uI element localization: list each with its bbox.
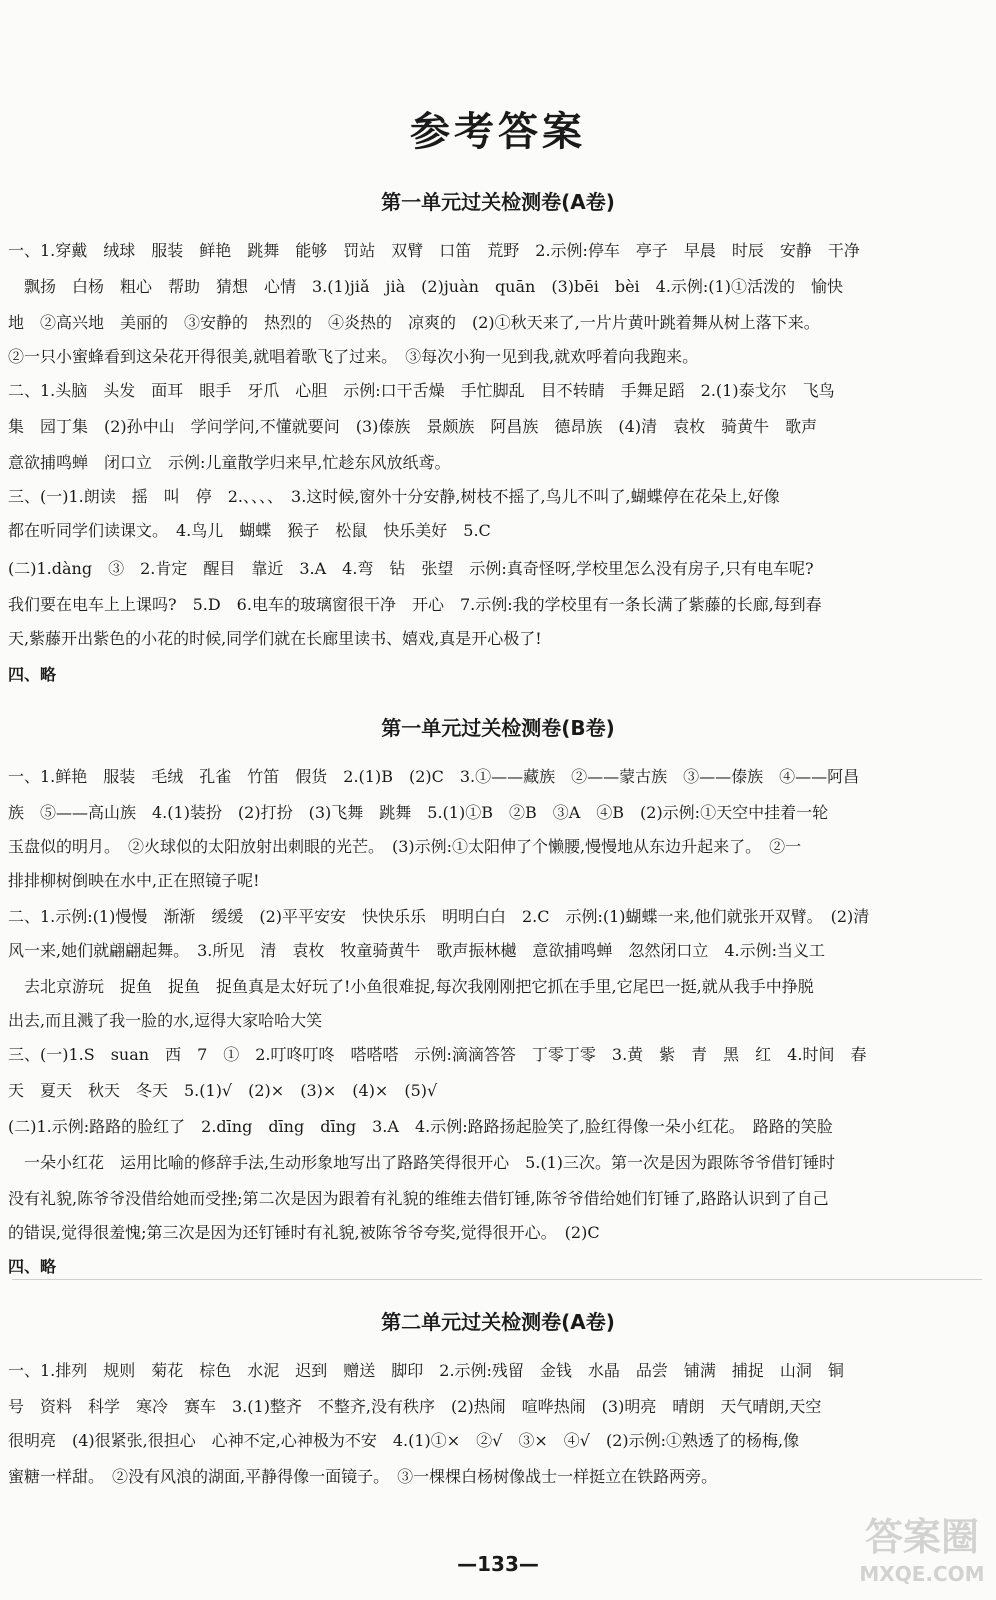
section-heading: 第一单元过关检测卷(B卷) [381,716,615,740]
answer-line: 意欲捕鸣蝉 闭口立 示例:儿童散学归来早,忙趁东风放纸鸢。 [8,453,451,472]
answer-line: 一朵小红花 运用比喻的修辞手法,生动形象地写出了路路笑得很开心 5.(1)三次。第一次是因为跟陈爷爷借钉锤时 [8,1153,836,1172]
answer-line: 四、略 [8,665,57,684]
answer-line: 没有礼貌,陈爷爷没借给她而受挫;第二次是因为跟着有礼貌的维维去借钉锤,陈爷爷借给她们钉锤了,路路认识到了自己 [8,1189,829,1208]
answer-line: 三、(一)1.S suan 西 7 ① 2.叮咚叮咚 嗒嗒嗒 示例:滴滴答答 丁零丁零 3.黄 紫 青 黑 红 4.时间 春 [8,1045,867,1064]
watermark-url: MXQE.COM [859,1562,985,1586]
answer-line: 一、1.鲜艳 服装 毛绒 孔雀 竹笛 假货 2.(1)B (2)C 3.①——藏族 ②——蒙古族 ③——傣族 ④——阿昌 [8,767,860,786]
answer-line: 四、略 [8,1257,57,1276]
answer-line: 一、1.穿戴 绒球 服装 鲜艳 跳舞 能够 罚站 双臂 口笛 荒野 2.示例:停车 亭子 早晨 时辰 安静 干净 [8,241,860,260]
answer-line: 天 夏天 秋天 冬天 5.(1)√ (2)× (3)× (4)× (5)√ [8,1081,438,1100]
watermark-logo [858,1500,986,1592]
answer-line: 的错误,觉得很羞愧;第三次是因为还钉锤时有礼貌,被陈爷爷夸奖,觉得很开心。 (2)C [8,1223,600,1242]
answer-line: 排排柳树倒映在水中,正在照镜子呢! [8,871,260,890]
answer-line: 二、1.示例:(1)慢慢 渐渐 缓缓 (2)平平安安 快快乐乐 明明白白 2.C 示例:(1)蝴蝶一来,他们就张开双臂。 (2)清 [8,907,870,926]
answer-line: 集 园丁集 (2)孙中山 学问学问,不懂就要问 (3)傣族 景颇族 阿昌族 德昂族 (4)清 袁枚 骑黄牛 歌声 [8,417,818,436]
page-title: 参考答案 [410,109,586,155]
answer-line: (二)1.示例:路路的脸红了 2.dīng dīng dīng 3.A 4.示例:路路扬起脸笑了,脸红得像一朵小红花。 路路的笑脸 [8,1117,833,1136]
answer-line: 风一来,她们就翩翩起舞。 3.所见 清 袁枚 牧童骑黄牛 歌声振林樾 意欲捕鸣蝉 忽然闭口立 4.示例:当义工 [8,941,826,960]
answer-line: 去北京游玩 捉鱼 捉鱼 捉鱼真是太好玩了!小鱼很难捉,每次我刚刚把它抓在手里,它尾巴一挺,就从我手中挣脱 [8,977,814,996]
divider [12,1279,982,1280]
section-heading: 第二单元过关检测卷(A卷) [381,1310,615,1334]
watermark-text: 答案圈 [864,1515,979,1559]
page-number: —133— [457,1552,539,1576]
answer-line: 一、1.排列 规则 菊花 棕色 水泥 迟到 赠送 脚印 2.示例:残留 金钱 水晶 品尝 铺满 捕捉 山洞 铜 [8,1361,844,1380]
answer-line: 地 ②高兴地 美丽的 ③安静的 热烈的 ④炎热的 凉爽的 (2)①秋天来了,一片片黄叶跳着舞从树上落下来。 [8,313,820,332]
answer-line: 我们要在电车上上课吗? 5.D 6.电车的玻璃窗很干净 开心 7.示例:我的学校里有一条长满了紫藤的长廊,每到春 [8,595,822,614]
answer-line: 族 ⑤——高山族 4.(1)装扮 (2)打扮 (3)飞舞 跳舞 5.(1)①B ②B ③A ④B (2)示例:①天空中挂着一轮 [8,803,829,822]
answer-line: 都在听同学们读课文。 4.鸟儿 蝴蝶 猴子 松鼠 快乐美好 5.C [8,521,491,540]
answer-line: (二)1.dàng ③ 2.肯定 醒目 靠近 3.A 4.弯 钻 张望 示例:真奇怪呀,学校里怎么没有房子,只有电车呢? [8,559,814,578]
answer-line: 玉盘似的明月。 ②火球似的太阳放射出刺眼的光芒。 (3)示例:①太阳伸了个懒腰,慢慢地从东边升起来了。 ②一 [8,837,802,856]
answer-line: 出去,而且溅了我一脸的水,逗得大家哈哈大笑 [8,1011,323,1030]
answer-line: 很明亮 (4)很紧张,很担心 心神不定,心神极为不安 4.(1)①× ②√ ③× ④√ (2)示例:①熟透了的杨梅,像 [8,1431,800,1450]
answer-line: 二、1.头脑 头发 面耳 眼手 牙爪 心胆 示例:口干舌燥 手忙脚乱 目不转睛 手舞足蹈 2.(1)泰戈尔 飞鸟 [8,381,835,400]
answer-line: 三、(一)1.朗读 摇 叫 停 2.、、、、 3.这时候,窗外十分安静,树枝不摇了,鸟儿不叫了,蝴蝶停在花朵上,好像 [8,487,780,506]
answer-line: 飘扬 白杨 粗心 帮助 猜想 心情 3.(1)jiǎ jià (2)juàn quān (3)bēi bèi 4.示例:(1)①活泼的 愉快 [8,277,843,296]
answer-line: 天,紫藤开出紫色的小花的时候,同学们就在长廊里读书、嬉戏,真是开心极了! [8,629,542,648]
section-heading: 第一单元过关检测卷(A卷) [381,190,615,214]
answer-line: 号 资料 科学 寒冷 赛车 3.(1)整齐 不整齐,没有秩序 (2)热闹 喧哗热闹 (3)明亮 晴朗 天气晴朗,天空 [8,1397,822,1416]
answer-line: ②一只小蜜蜂看到这朵花开得很美,就唱着歌飞了过来。 ③每次小狗一见到我,就欢呼着向我跑来。 [8,347,699,366]
answer-line: 蜜糖一样甜。 ②没有风浪的湖面,平静得像一面镜子。 ③一棵棵白杨树像战士一样挺立在铁路两旁。 [8,1467,718,1486]
